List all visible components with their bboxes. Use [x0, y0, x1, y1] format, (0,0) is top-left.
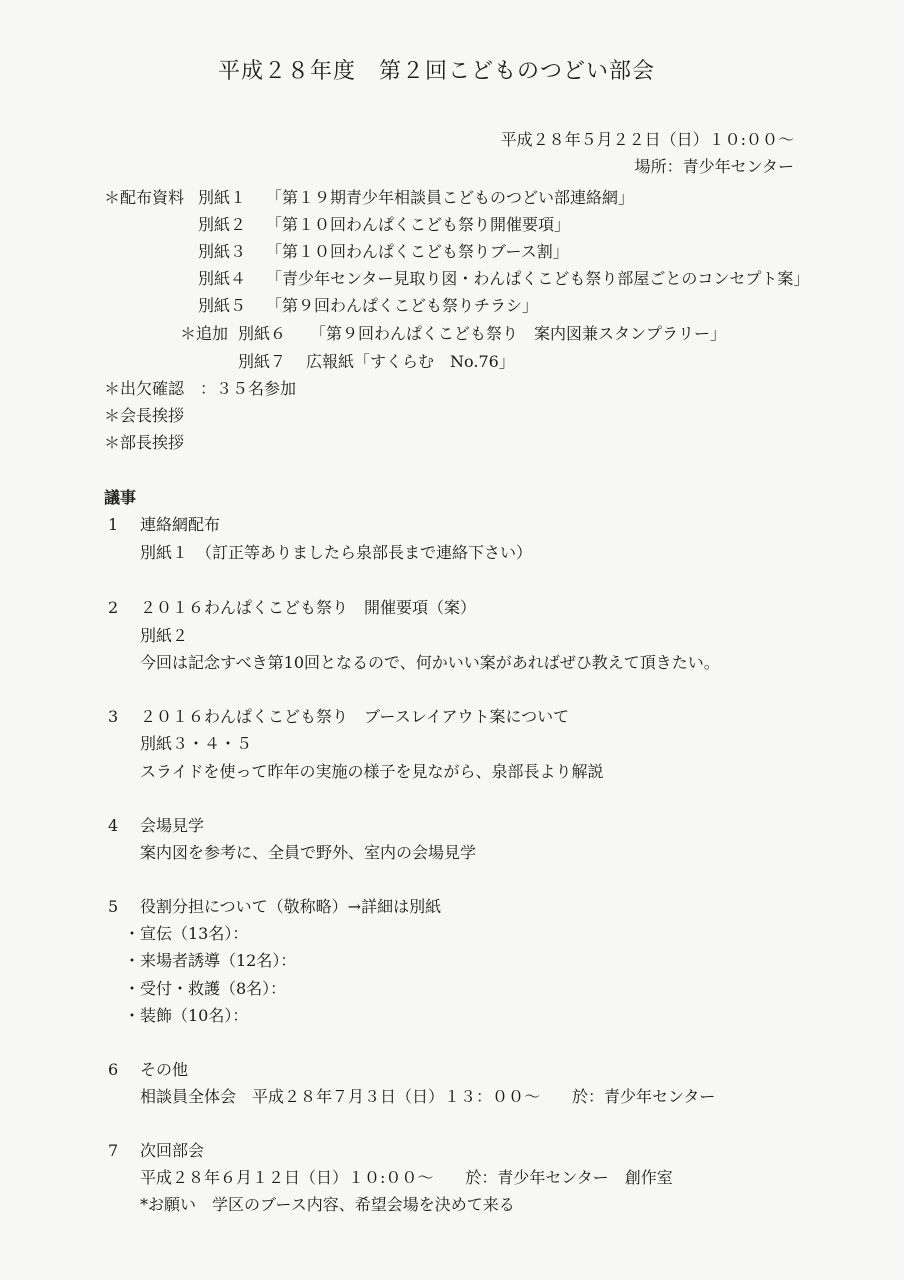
meeting-place: 場所：青少年センター — [634, 157, 794, 176]
agenda-number: 3 — [108, 707, 119, 726]
agenda-title: 会場見学 — [140, 816, 205, 835]
agenda-title: 連絡網配布 — [140, 515, 221, 534]
agenda-title: 次回部会 — [140, 1141, 205, 1160]
materials-label: ＊配布資料 — [104, 188, 185, 207]
agenda-detail: 相談員全体会 平成２８年７月３日（日）１３：００～ 於：青少年センター — [140, 1087, 716, 1106]
material-id: 別紙１ — [198, 188, 247, 207]
agenda-title: ２０１６わんぱくこども祭り ブースレイアウト案について — [140, 707, 570, 726]
meeting-date: 平成２８年５月２２日（日）１０:００～ — [500, 130, 794, 149]
agenda-detail: *お願い 学区のブース内容、希望会場を決めて来る — [140, 1195, 515, 1214]
agenda-number: 5 — [108, 897, 119, 916]
agenda-detail: 平成２８年６月１２日（日）１０:００～ 於：青少年センター 創作室 — [140, 1168, 673, 1187]
agenda-title: ２０１６わんぱくこども祭り 開催要項（案） — [140, 598, 477, 617]
material-text: 「第１０回わんぱくこども祭りブース割」 — [266, 242, 569, 261]
material-id: 別紙２ — [198, 215, 247, 234]
material-id: 別紙５ — [198, 296, 247, 315]
agenda-title: 役割分担について（敬称略）→詳細は別紙 — [140, 897, 442, 916]
agenda-detail: 案内図を参考に、全員で野外、室内の会場見学 — [140, 843, 477, 862]
agenda-number: 7 — [108, 1141, 119, 1160]
agenda-title: その他 — [140, 1060, 189, 1079]
additional-label: ＊追加 — [180, 324, 229, 343]
agenda-detail: 別紙３・４・５ — [140, 734, 253, 753]
head-greeting: ＊部長挨拶 — [104, 433, 185, 452]
agenda-detail: 別紙１ （訂正等ありましたら泉部長まで連絡下さい） — [140, 543, 533, 562]
role-item: ・来場者誘導（12名）： — [124, 951, 297, 970]
agenda-detail: 別紙２ — [140, 626, 189, 645]
material-id: 別紙３ — [198, 242, 247, 261]
material-text: 「第１０回わんぱくこども祭り開催要項」 — [266, 215, 571, 234]
agenda-number: 1 — [108, 515, 119, 534]
material-text: 広報紙「すくらむ No.76」 — [306, 352, 515, 371]
material-id: 別紙４ — [198, 269, 247, 288]
material-text: 「第９回わんぱくこども祭りチラシ」 — [266, 296, 539, 315]
chair-greeting: ＊会長挨拶 — [104, 406, 185, 425]
agenda-number: 4 — [108, 816, 119, 835]
agenda-number: 2 — [108, 598, 119, 617]
role-item: ・宣伝（13名）： — [124, 924, 249, 943]
page-title: 平成２８年度 第２回こどものつどい部会 — [218, 59, 656, 84]
agenda-number: 6 — [108, 1060, 119, 1079]
material-id: 別紙７ — [238, 352, 287, 371]
material-text: 「第１９期青少年相談員こどものつどい部連絡網」 — [266, 188, 635, 207]
role-item: ・装飾（10名）： — [124, 1006, 249, 1025]
agenda-detail: 今回は記念すべき第10回となるので、何かいい案があればぜひ教えて頂きたい。 — [140, 653, 720, 672]
material-id: 別紙６ — [238, 324, 287, 343]
attendance-line: ＊出欠確認 ：３５名参加 — [104, 379, 297, 398]
material-text: 「第９回わんぱくこども祭り 案内図兼スタンプラリー」 — [310, 324, 727, 343]
agenda-heading: 議事 — [104, 488, 137, 507]
material-text: 「青少年センター見取り図・わんぱくこども祭り部屋ごとのコンセプト案」 — [266, 269, 810, 288]
agenda-detail: スライドを使って昨年の実施の様子を見ながら、泉部長より解説 — [140, 762, 604, 781]
role-item: ・受付・救護（8名）： — [124, 979, 287, 998]
